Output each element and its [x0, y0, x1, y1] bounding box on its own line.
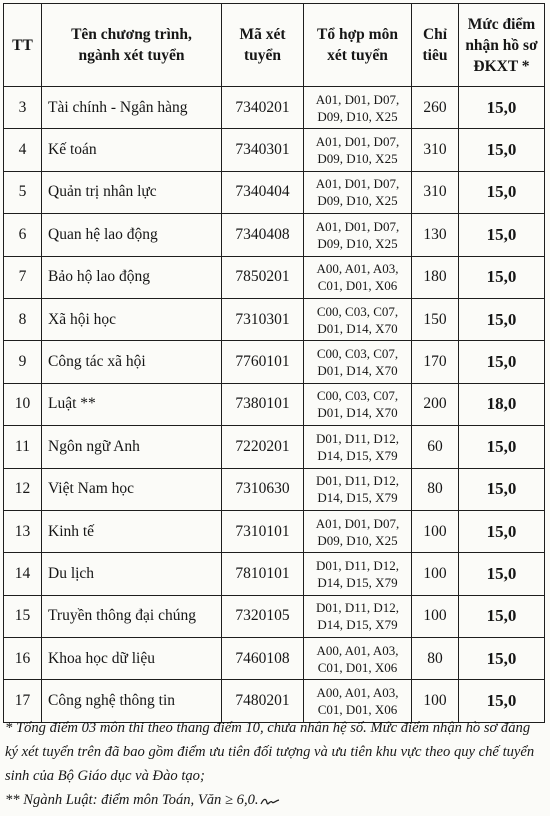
row-combo: A01, D01, D07, D09, D10, X25	[304, 129, 412, 171]
row-combo: D01, D11, D12, D14, D15, X79	[304, 553, 412, 595]
row-score: 15,0	[459, 87, 545, 129]
row-code: 7340408	[222, 214, 304, 256]
row-tt: 6	[4, 214, 42, 256]
row-combo: A01, D01, D07, D09, D10, X25	[304, 214, 412, 256]
row-program: Công tác xã hội	[42, 341, 222, 383]
row-score: 15,0	[459, 256, 545, 298]
row-quota: 100	[412, 680, 459, 722]
row-quota: 100	[412, 510, 459, 552]
row-score: 15,0	[459, 680, 545, 722]
row-quota: 200	[412, 383, 459, 425]
row-quota: 100	[412, 553, 459, 595]
row-tt: 5	[4, 171, 42, 213]
row-combo: D01, D11, D12, D14, D15, X79	[304, 595, 412, 637]
row-code: 7380101	[222, 383, 304, 425]
row-score: 15,0	[459, 171, 545, 213]
row-code: 7480201	[222, 680, 304, 722]
row-score: 15,0	[459, 595, 545, 637]
row-tt: 4	[4, 129, 42, 171]
row-quota: 260	[412, 87, 459, 129]
row-combo: C00, C03, C07, D01, D14, X70	[304, 341, 412, 383]
row-score: 15,0	[459, 214, 545, 256]
footnotes	[5, 716, 545, 812]
row-code: 7850201	[222, 256, 304, 298]
row-program: Tài chính - Ngân hàng	[42, 87, 222, 129]
row-code: 7810101	[222, 553, 304, 595]
row-code: 7340201	[222, 87, 304, 129]
header-code: Mã xét tuyển	[222, 4, 304, 87]
row-code: 7340301	[222, 129, 304, 171]
table-row	[4, 553, 545, 595]
row-quota: 310	[412, 171, 459, 213]
row-score: 18,0	[459, 383, 545, 425]
table-row	[4, 468, 545, 510]
row-quota: 170	[412, 341, 459, 383]
table-row	[4, 638, 545, 680]
row-tt: 9	[4, 341, 42, 383]
row-score: 15,0	[459, 426, 545, 468]
footnote-general: * Tổng điểm 03 môn thi theo thang điểm 10, chưa nhân hệ số. Mức điểm nhận hồ sơ đăng ký xét tuyển trên đã bao gồm điểm ưu tiên đối tượng và ưu tiên khu vực theo quy chế tuyển sinh của Bộ Giáo dục và Đào tạo;	[5, 720, 535, 784]
row-combo: A01, D01, D07, D09, D10, X25	[304, 87, 412, 129]
row-score: 15,0	[459, 341, 545, 383]
header-row	[4, 4, 545, 87]
footnote-law: ** Ngành Luật: điểm môn Toán, Văn ≥ 6,0.	[5, 788, 545, 812]
row-tt: 17	[4, 680, 42, 722]
row-tt: 10	[4, 383, 42, 425]
row-score: 15,0	[459, 298, 545, 340]
table-row	[4, 383, 545, 425]
row-tt: 11	[4, 426, 42, 468]
row-combo: C00, C03, C07, D01, D14, X70	[304, 383, 412, 425]
row-tt: 15	[4, 595, 42, 637]
row-code: 7310630	[222, 468, 304, 510]
row-program: Ngôn ngữ Anh	[42, 426, 222, 468]
row-combo: A00, A01, A03, C01, D01, X06	[304, 256, 412, 298]
table-row	[4, 341, 545, 383]
row-tt: 8	[4, 298, 42, 340]
row-quota: 180	[412, 256, 459, 298]
row-code: 7220201	[222, 426, 304, 468]
row-program: Kinh tế	[42, 510, 222, 552]
row-score: 15,0	[459, 510, 545, 552]
row-score: 15,0	[459, 553, 545, 595]
row-quota: 130	[412, 214, 459, 256]
table-row	[4, 87, 545, 129]
row-quota: 310	[412, 129, 459, 171]
row-tt: 14	[4, 553, 42, 595]
row-tt: 16	[4, 638, 42, 680]
table-row	[4, 595, 545, 637]
row-tt: 3	[4, 87, 42, 129]
row-code: 7340404	[222, 171, 304, 213]
header-tt: TT	[4, 4, 42, 87]
row-quota: 100	[412, 595, 459, 637]
row-score: 15,0	[459, 129, 545, 171]
row-quota: 80	[412, 468, 459, 510]
table-row	[4, 510, 545, 552]
row-score: 15,0	[459, 468, 545, 510]
row-combo: D01, D11, D12, D14, D15, X79	[304, 468, 412, 510]
row-program: Xã hội học	[42, 298, 222, 340]
table-row	[4, 256, 545, 298]
table-body	[4, 87, 545, 723]
header-score: Mức điểm nhận hồ sơ ĐKXT *	[459, 4, 545, 87]
header-program: Tên chương trình, ngành xét tuyển	[42, 4, 222, 87]
row-program: Quan hệ lao động	[42, 214, 222, 256]
row-code: 7760101	[222, 341, 304, 383]
row-program: Kế toán	[42, 129, 222, 171]
row-program: Bảo hộ lao động	[42, 256, 222, 298]
row-program: Luật **	[42, 383, 222, 425]
row-tt: 13	[4, 510, 42, 552]
row-program: Truyền thông đại chúng	[42, 595, 222, 637]
row-tt: 7	[4, 256, 42, 298]
table-row	[4, 214, 545, 256]
row-quota: 60	[412, 426, 459, 468]
row-score: 15,0	[459, 638, 545, 680]
row-program: Quản trị nhân lực	[42, 171, 222, 213]
row-combo: A00, A01, A03, C01, D01, X06	[304, 638, 412, 680]
header-quota: Chỉ tiêu	[412, 4, 459, 87]
table-row	[4, 298, 545, 340]
row-combo: A01, D01, D07, D09, D10, X25	[304, 171, 412, 213]
row-combo: D01, D11, D12, D14, D15, X79	[304, 426, 412, 468]
row-combo: C00, C03, C07, D01, D14, X70	[304, 298, 412, 340]
admission-table	[3, 3, 545, 723]
signature-mark	[260, 795, 280, 807]
row-combo: A00, A01, A03, C01, D01, X06	[304, 680, 412, 722]
row-code: 7310101	[222, 510, 304, 552]
header-combo: Tổ hợp môn xét tuyển	[304, 4, 412, 87]
row-quota: 80	[412, 638, 459, 680]
row-program: Du lịch	[42, 553, 222, 595]
row-tt: 12	[4, 468, 42, 510]
row-code: 7310301	[222, 298, 304, 340]
row-program: Công nghệ thông tin	[42, 680, 222, 722]
row-quota: 150	[412, 298, 459, 340]
table-row	[4, 426, 545, 468]
row-code: 7460108	[222, 638, 304, 680]
row-program: Việt Nam học	[42, 468, 222, 510]
table-row	[4, 129, 545, 171]
row-program: Khoa học dữ liệu	[42, 638, 222, 680]
table-row	[4, 171, 545, 213]
row-combo: A01, D01, D07, D09, D10, X25	[304, 510, 412, 552]
row-code: 7320105	[222, 595, 304, 637]
